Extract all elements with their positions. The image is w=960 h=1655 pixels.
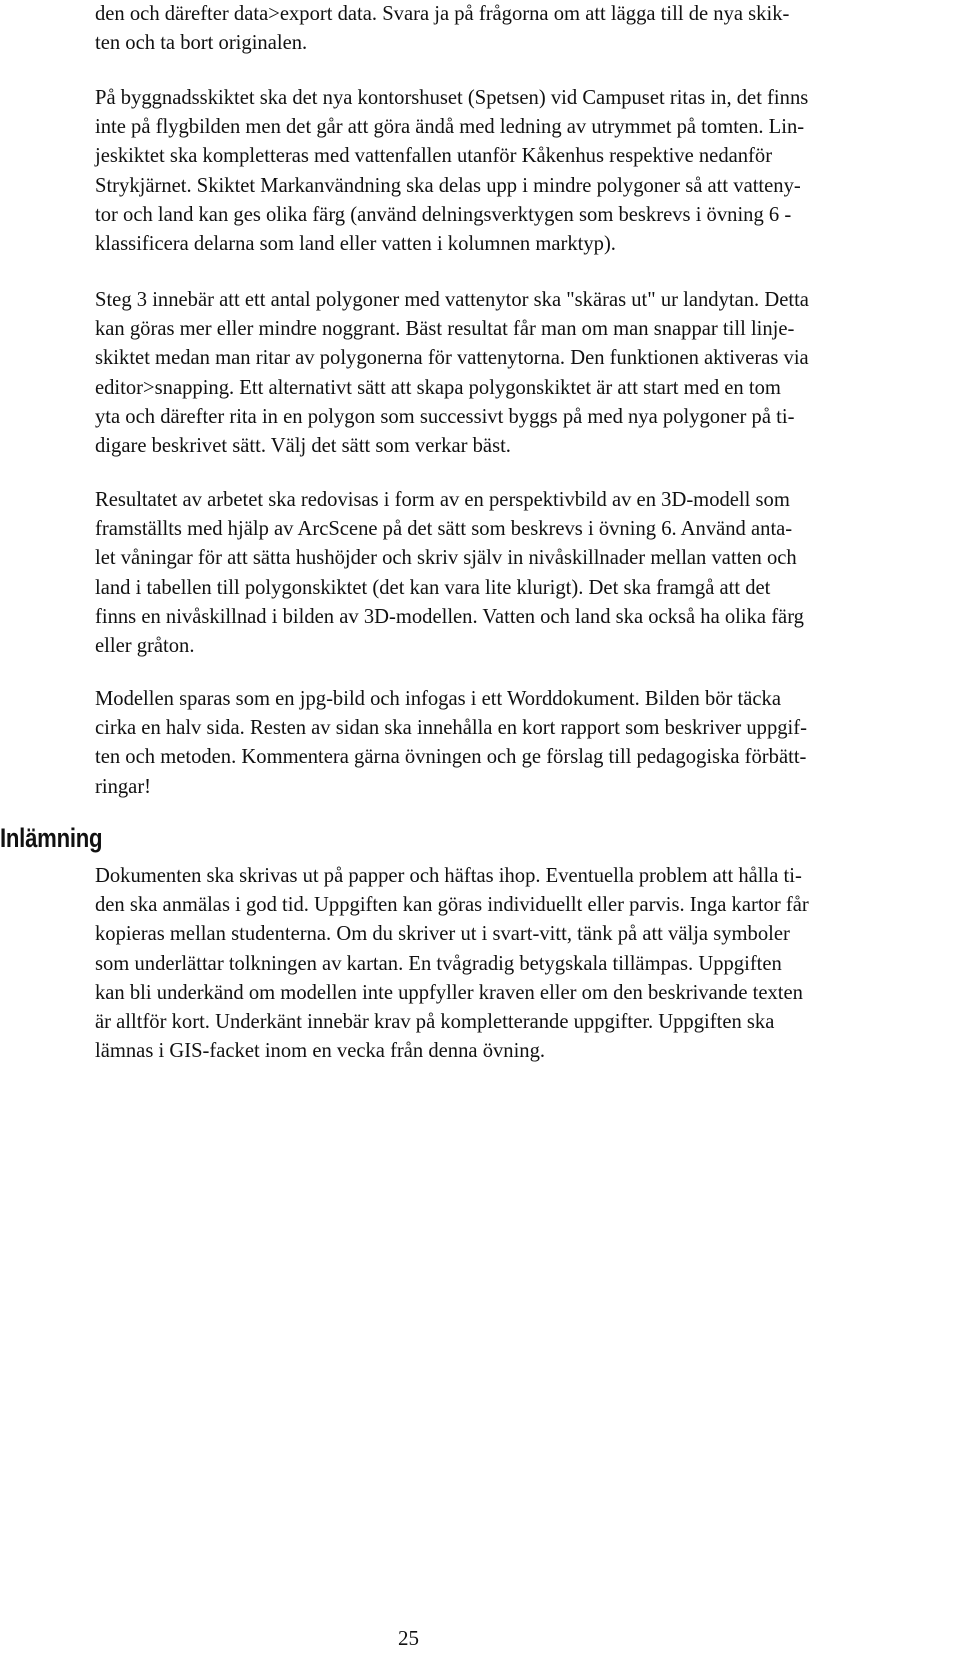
text-line: skiktet medan man ritar av polygonerna för vattenytorna. Den funktionen aktiveras via: [95, 347, 809, 370]
paragraph-export-instructions: [95, 0, 955, 58]
text-line: editor>snapping. Ett alternativt sätt att skapa polygonskiktet är att start med en tom: [95, 376, 781, 399]
text-line: land i tabellen till polygonskiktet (det kan vara lite klurigt). Det ska framgå att det: [95, 576, 771, 599]
text-line: är alltför kort. Underkänt innebär krav på kompletterande uppgifter. Uppgiften ska: [95, 1011, 775, 1034]
text-line: den ska anmälas i god tid. Uppgiften kan göras individuellt eller parvis. Inga kartor får: [95, 894, 809, 917]
text-line: framställts med hjälp av ArcScene på det sätt som beskrevs i övning 6. Använd anta-: [95, 518, 793, 541]
text-line: kan bli underkänd om modellen inte uppfyller kraven eller om den beskrivande texten: [95, 981, 803, 1004]
text-line: digare beskrivet sätt. Välj det sätt som verkar bäst.: [95, 435, 511, 458]
paragraph-model-export: [95, 685, 955, 802]
text-line: let våningar för att sätta hushöjder och skriv själv in nivåskillnader mellan vatten och: [95, 547, 797, 570]
text-line: finns en nivåskillnad i bilden av 3D-modellen. Vatten och land ska också ha olika färg: [95, 605, 804, 628]
text-line: klassificera delarna som land eller vatten i kolumnen marktyp).: [95, 233, 616, 256]
text-line: kan göras mer eller mindre noggrant. Bäst resultat får man om man snappar till linje-: [95, 318, 795, 341]
text-line: ten och metoden. Kommentera gärna övningen och ge förslag till pedagogiska förbätt-: [95, 746, 807, 769]
text-line: ringar!: [95, 775, 152, 798]
text-line: inte på flygbilden men det går att göra ändå med ledning av utrymmet på tomten. Lin-: [95, 116, 805, 139]
text-line: den och därefter data>export data. Svara ja på frågorna om att lägga till de nya skik-: [95, 3, 790, 25]
text-line: cirka en halv sida. Resten av sidan ska innehålla en kort rapport som beskriver uppgif-: [95, 717, 807, 740]
text-line: eller gråton.: [95, 635, 195, 658]
text-line: yta och därefter rita in en polygon som successivt byggs på med nya polygoner på ti-: [95, 405, 795, 428]
text-line: På byggnadsskiktet ska det nya kontorshuset (Spetsen) vid Campuset ritas in, det finns: [95, 87, 809, 109]
text-line: Steg 3 innebär att ett antal polygoner med vattenytor ska "skäras ut" ur landytan. Detta: [95, 289, 809, 311]
text-line: som underlättar tolkningen av kartan. En tvågradig betygskala tillämpas. Uppgiften: [95, 952, 782, 975]
section-heading: Inlämning: [0, 823, 103, 853]
text-line: Strykjärnet. Skiktet Markanvändning ska delas upp i mindre polygoner så att vatteny-: [95, 174, 801, 197]
text-line: ten och ta bort originalen.: [95, 32, 308, 55]
paragraph-submission: [95, 862, 955, 1066]
text-line: lämnas i GIS-facket inom en vecka från denna övning.: [95, 1040, 546, 1063]
text-line: Resultatet av arbetet ska redovisas i form av en perspektivbild av en 3D-modell som: [95, 489, 790, 511]
text-line: Dokumenten ska skrivas ut på papper och häftas ihop. Eventuella problem att hålla ti-: [95, 865, 802, 887]
text-line: Modellen sparas som en jpg-bild och infogas i ett Worddokument. Bilden bör täcka: [95, 688, 781, 710]
text-line: jeskiktet ska kompletteras med vattenfallen utanför Kåkenhus respektive nedanför: [95, 145, 773, 168]
page-number: 25: [398, 1626, 419, 1650]
paragraph-results: [95, 486, 955, 661]
text-line: tor och land kan ges olika färg (använd delningsverktygen som beskrevs i övning 6 -: [95, 203, 792, 226]
paragraph-step-3: [95, 286, 955, 461]
text-line: kopieras mellan studenterna. Om du skriver ut i svart-vitt, tänk på att välja symboler: [95, 923, 790, 946]
paragraph-layer-editing: [95, 84, 955, 259]
